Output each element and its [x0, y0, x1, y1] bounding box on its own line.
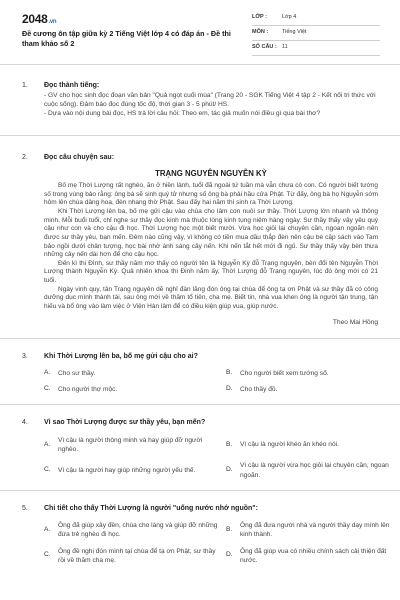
answer-options	[44, 369, 378, 394]
option-text: Ông đã giúp vua có nhiều chính sách cải thiện đất nước.	[240, 547, 387, 564]
story-paragraph: Khi Thời Lượng lên ba, bố mẹ gửi cậu vào chùa cho lâm con nuôi sư thầy. Thời Lượng lớn nhanh và thông minh. Mỗi buổi tuổi, chỉ nghe sư thầy đọc kinh mà thuộc lòng kinh tụng niệm hàng ngày. Sư thầy thấy vậy yêu quý cậu như con và cho cậu đi học. Thời Lượng học một biết mười. Vừa học giỏi lại chuyên cần, ngoan ngoãn nên được sư thầy yêu, bạn mến. Đêm nào cũng vậy, vì không có tiền mua dầu thắp đèn nên cậu bé cặp sách vào Tam bảo ngồi dưới chân tượng, học bài nhờ ánh sáng cây nến. Khi nến tắt hết mới đi ngủ. Sư thầy thấy vậy bèn thưa những cây nến dài hơn để cho cậu học.	[44, 207, 378, 259]
meta-row-grade	[252, 11, 380, 26]
option-b[interactable]	[226, 436, 400, 454]
option-letter: C.	[44, 551, 51, 559]
meta-row-count	[252, 41, 380, 56]
question-text: Khi Thời Lượng lên ba, bố mẹ gửi cậu cho ai?	[44, 352, 198, 360]
option-text: Vì cậu là người vừa học giỏi lại chuyên cần, ngoan ngoãn.	[240, 462, 389, 479]
question-text: Chi tiết cho thấy Thời Lượng là người "uống nước nhớ nguồn":	[44, 504, 258, 512]
option-b[interactable]	[226, 521, 400, 539]
site-logo[interactable]	[22, 11, 56, 27]
meta-value: Lớp 4	[282, 14, 297, 21]
option-letter: D.	[226, 466, 233, 474]
option-text: Vì cậu là người hay giúp những người yếu thế.	[58, 466, 196, 474]
option-a[interactable]	[44, 369, 220, 378]
option-text: Vì cậu là người khéo ăn khéo nói.	[240, 441, 339, 449]
meta-key: LỚP :	[252, 14, 267, 21]
meta-key: MÔN :	[252, 29, 269, 36]
option-letter: D.	[226, 551, 233, 559]
option-c[interactable]	[44, 385, 220, 394]
option-text: Cho thầy đồ.	[240, 386, 278, 394]
meta-value: 11	[282, 44, 288, 51]
document-header	[0, 0, 400, 64]
section-title: Đọc thành tiếng:	[44, 82, 100, 89]
question-3	[22, 339, 378, 405]
section-number: 1.	[22, 82, 28, 89]
section-line: - Dựa vào nội dung bài đọc, HS trả lời câu hỏi: Theo em, tác giả muốn nói điều gì qua bài thơ?	[44, 110, 321, 118]
answer-options	[44, 521, 390, 565]
section-number: 2.	[22, 154, 28, 162]
story-paragraph: Đến kì thi Đình, sư thầy năm mơ thấy có người tên là Nguyễn Kỳ đỗ Trạng nguyên, bèn đổi tên Nguyễn Thời Lượng thành Nguyễn Kỳ. Quả nhiên khoa thi Đinh năm ấy, Thời Lượng đỗ Trạng nguyên, lúc đó ông mới có 21 tuổi.	[44, 259, 378, 285]
option-text: Ông đề nghị đón mình tại chùa để tạ ơn Phật, sư thầy rồi về thăm cha mẹ.	[58, 547, 216, 564]
question-text: Vì sao Thời Lượng được sư thầy yêu, bạn mến?	[44, 419, 206, 427]
option-c[interactable]	[44, 547, 220, 565]
logo-text: 2048	[22, 12, 48, 26]
option-letter: C.	[44, 466, 51, 474]
story-author: Theo Mai Hồng	[332, 318, 378, 326]
option-text: Cho người biết xem tướng số.	[240, 370, 329, 377]
option-c[interactable]	[44, 461, 220, 479]
question-number: 3.	[22, 352, 28, 360]
option-letter: B.	[226, 525, 233, 533]
option-a[interactable]	[44, 436, 220, 454]
option-text: Cho người thợ mộc.	[58, 386, 118, 394]
meta-value: Tiếng Việt	[282, 29, 307, 36]
question-number: 5.	[22, 504, 28, 512]
story-paragraph: Bố mẹ Thời Lượng rất nghèo, ăn ở hiền lành, tuổi đã ngoài tứ tuần mà vẫn chưa có con. Có người biết tướng số trong vùng bảo rằng: ông bà sẽ sinh quý tử nhưng số ông bà phải hầu cửa Phật. Từ đấy, ông bà họ Nguyễn sớm hôm lên chùa dâng hoa, đèn nhang thờ Phật. Sau đấy hai năm thì sinh ra Thời Lượng.	[44, 182, 379, 207]
option-letter: B.	[226, 440, 233, 448]
option-d[interactable]	[226, 461, 400, 479]
answer-options	[44, 436, 389, 480]
logo-suffix: .vn	[48, 19, 57, 25]
option-letter: A.	[44, 525, 51, 533]
option-d[interactable]	[226, 547, 400, 565]
option-letter: B.	[226, 369, 233, 376]
meta-table	[252, 11, 380, 56]
meta-key: SỐ CÂU :	[252, 44, 277, 51]
option-letter: A.	[44, 369, 51, 376]
option-letter: A.	[44, 440, 51, 448]
option-text: Vì cậu là người thông minh và hay giúp đỡ người nghèo.	[58, 436, 203, 454]
option-b[interactable]	[226, 369, 400, 378]
meta-row-subject	[252, 26, 380, 41]
option-letter: C.	[44, 385, 51, 393]
option-text: Ông đã đưa người nhà và người thầy dạy mình lên kinh thành.	[240, 522, 390, 539]
section-reading-aloud	[22, 65, 378, 135]
question-number: 4.	[22, 419, 28, 427]
section-story	[22, 136, 378, 337]
story-paragraph: Ngày vinh quy, tân Trạng nguyên dẽ nghỉ đàn lăng đón ông tại chùa để ông tạ ơn Phật và sư thầy đã có công dưỡng dục mình thành tài, sau ông mới về thăm tổ tiên, cha mẹ. Biết tin, nhà vua khen ông là người tận trung, tận hiếu và bổ ông vào làm việc ở Viện Hàn lâm để có điều kiện giúp vua, giúp nước.	[44, 285, 378, 311]
document-title: Đề cương ôn tập giữa kỳ 2 Tiếng Việt lớp 4 có đáp án - Đề thi tham khảo số 2	[22, 29, 231, 48]
option-a[interactable]	[44, 521, 220, 539]
option-d[interactable]	[226, 385, 400, 394]
option-text: Ông đã giúp xây đền, chùa cho làng và giúp đỡ những đứa trẻ nghèo đi học.	[58, 522, 218, 539]
section-title: Đọc câu chuyện sau:	[44, 154, 115, 162]
section-line: - GV cho học sinh đọc đoạn văn bản "Quả ngọt cuối mùa" (Trang 20 - SGK Tiếng Việt 4 tập 2 - Kết nối tri thức với cuộc sống). Đảm bảo đọc đúng tốc độ, thời gian 3 - 5 phút/ HS.	[44, 92, 376, 109]
story-title: TRẠNG NGUYÊN NGUYỄN KỲ	[155, 168, 267, 178]
question-5	[22, 491, 390, 575]
question-4	[22, 405, 389, 489]
option-text: Cho sư thầy.	[58, 370, 96, 377]
option-letter: D.	[226, 385, 233, 393]
